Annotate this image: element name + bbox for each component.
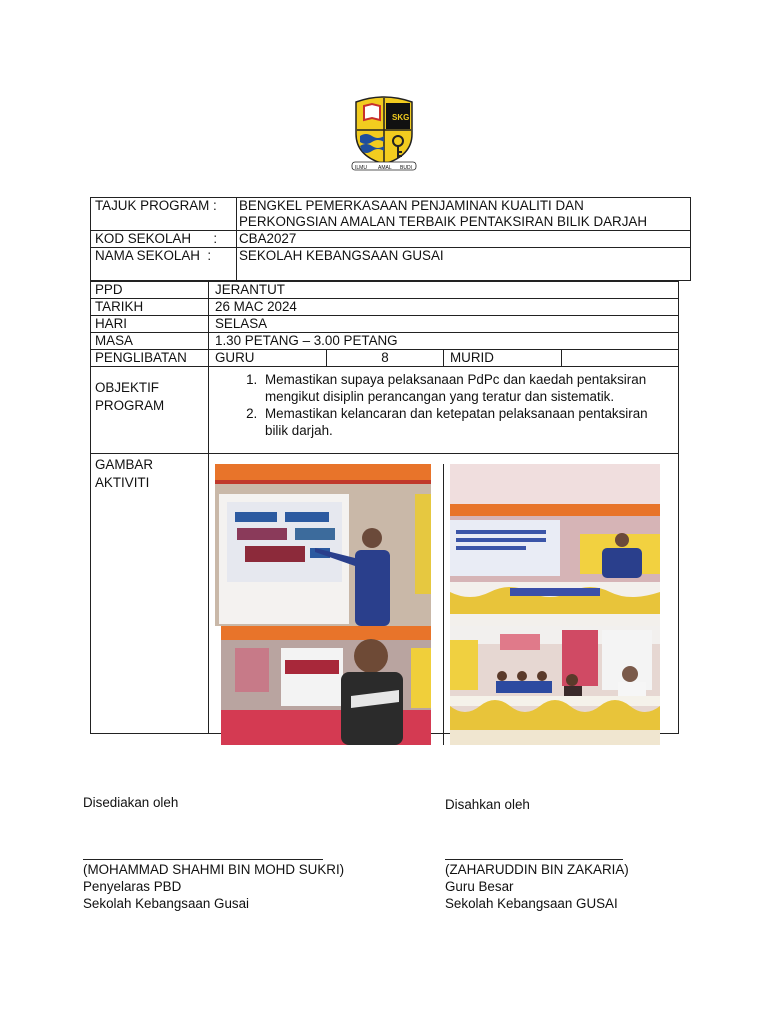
hari-label: HARI bbox=[91, 316, 209, 333]
murid-count bbox=[562, 350, 679, 367]
svg-text:SKG: SKG bbox=[392, 113, 410, 122]
objektif-row bbox=[91, 367, 679, 454]
photo-column-divider bbox=[443, 464, 444, 745]
signature-left-role: Penyelaras PBD bbox=[83, 879, 182, 894]
signature-left-org: Sekolah Kebangsaan Gusai bbox=[83, 896, 250, 911]
murid-label: MURID bbox=[444, 350, 562, 367]
signature-left-block bbox=[83, 859, 344, 912]
objektif-item-1: 1. Memastikan supaya pelaksanaan PdPc dan kaedah pentaksiran mengikut disiplin perancangan yang teratur dan sistematik. bbox=[261, 371, 674, 405]
activity-photo-1 bbox=[215, 464, 431, 626]
hari-row bbox=[91, 316, 679, 333]
svg-text:ILMU: ILMU bbox=[355, 165, 367, 171]
signature-right-org: Sekolah Kebangsaan GUSAI bbox=[445, 896, 618, 911]
signature-right-role: Guru Besar bbox=[445, 879, 514, 894]
tarikh-row bbox=[91, 299, 679, 316]
nama-value: SEKOLAH KEBANGSAAN GUSAI bbox=[237, 248, 691, 281]
objektif-label: OBJEKTIF PROGRAM bbox=[91, 367, 209, 454]
objektif-list bbox=[213, 371, 674, 439]
nama-row bbox=[91, 248, 691, 281]
signature-right-heading: Disahkan oleh bbox=[445, 797, 530, 812]
signature-right-line bbox=[445, 859, 623, 860]
objektif-list-cell bbox=[209, 367, 679, 454]
svg-text:AMAL: AMAL bbox=[378, 165, 392, 171]
signature-left-line bbox=[83, 859, 323, 860]
signature-left-heading: Disediakan oleh bbox=[83, 795, 179, 810]
guru-count: 8 bbox=[327, 350, 444, 367]
masa-label: MASA bbox=[91, 333, 209, 350]
hari-value: SELASA bbox=[209, 316, 679, 333]
tajuk-value: BENGKEL PEMERKASAAN PENJAMINAN KUALITI DAN PERKONGSIAN AMALAN TERBAIK PENTAKSIRAN BILIK DARJAH bbox=[237, 198, 691, 231]
activity-photo-3 bbox=[221, 626, 431, 745]
program-header-table bbox=[90, 197, 691, 281]
activity-photo-2 bbox=[450, 464, 660, 626]
school-crest-logo bbox=[350, 94, 418, 172]
nama-label: NAMA SEKOLAH : bbox=[91, 248, 237, 281]
penglibatan-label: PENGLIBATAN bbox=[91, 350, 209, 367]
penglibatan-row bbox=[91, 350, 679, 367]
signature-right-block bbox=[445, 859, 629, 912]
objektif-item-2: 2. Memastikan kelancaran dan ketepatan pelaksanaan pentaksiran bilik darjah. bbox=[261, 405, 674, 439]
gambar-label: GAMBAR AKTIVITI bbox=[91, 454, 209, 734]
kod-value: CBA2027 bbox=[237, 231, 691, 248]
ppd-value: JERANTUT bbox=[209, 282, 679, 299]
signature-left-name: (MOHAMMAD SHAHMI BIN MOHD SUKRI) bbox=[83, 862, 345, 877]
ppd-label: PPD bbox=[91, 282, 209, 299]
ppd-row bbox=[91, 282, 679, 299]
svg-text:BUDI: BUDI bbox=[400, 165, 412, 171]
guru-label: GURU bbox=[209, 350, 327, 367]
tarikh-value: 26 MAC 2024 bbox=[209, 299, 679, 316]
masa-value: 1.30 PETANG – 3.00 PETANG bbox=[209, 333, 679, 350]
kod-row bbox=[91, 231, 691, 248]
tarikh-label: TARIKH bbox=[91, 299, 209, 316]
activity-photo-4 bbox=[450, 626, 660, 745]
kod-label: KOD SEKOLAH : bbox=[91, 231, 237, 248]
masa-row bbox=[91, 333, 679, 350]
tajuk-row bbox=[91, 198, 691, 231]
signature-right-name: (ZAHARUDDIN BIN ZAKARIA) bbox=[445, 862, 629, 877]
tajuk-label: TAJUK PROGRAM : bbox=[91, 198, 237, 231]
